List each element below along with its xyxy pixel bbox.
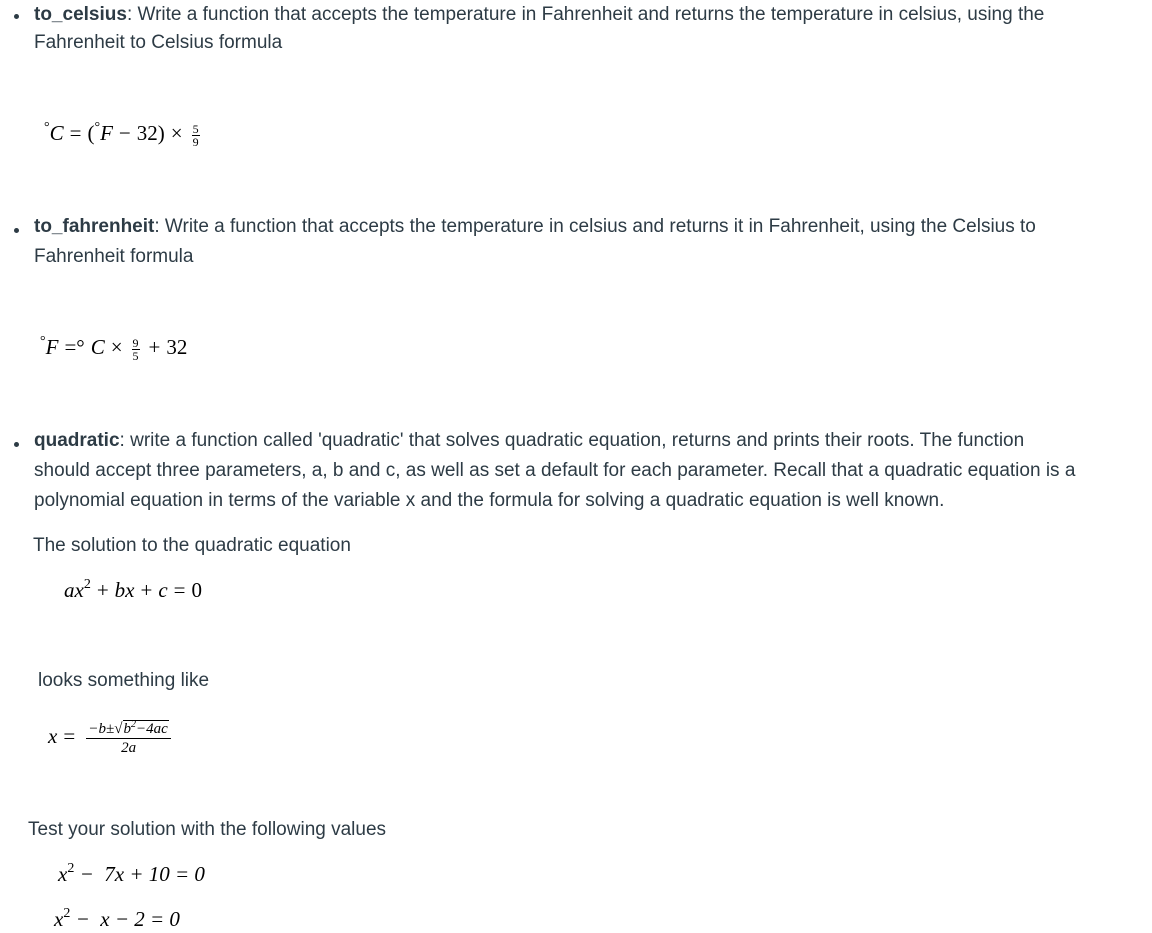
test-rest: − x − 2 = 0 — [70, 907, 180, 931]
var-b: b — [123, 721, 132, 737]
var-b: b — [114, 578, 126, 602]
fahrenheit-formula — [40, 334, 187, 362]
var-c: C — [90, 335, 105, 359]
item-to-fahrenheit-line2: Fahrenheit formula — [34, 246, 194, 267]
test-equation-2 — [54, 906, 180, 932]
var-f: F — [100, 121, 113, 145]
item-to-celsius-line2: Fahrenheit to Celsius formula — [34, 32, 283, 53]
var-x: x — [74, 578, 84, 602]
test-intro: Test your solution with the following values — [28, 819, 387, 840]
var-x: x — [125, 578, 135, 602]
fraction — [132, 337, 140, 362]
colon: : — [119, 430, 125, 451]
colon: : — [126, 4, 133, 25]
quadratic-equation — [64, 577, 202, 603]
times: × — [170, 121, 183, 145]
solution-intro: The solution to the quadratic equation — [33, 535, 351, 556]
sqrt-rest: −4ac — [136, 721, 168, 737]
item-to-fahrenheit-line1 — [34, 212, 1036, 242]
equals-degree: =° — [64, 335, 85, 359]
item-quadratic-line2: should accept three parameters, a, b and c, as well as set a default for each parameter. Recall that a quadratic equation is a — [34, 460, 1076, 481]
number-32: 32) — [136, 121, 165, 145]
var-x: x — [54, 907, 64, 931]
minus: − — [118, 121, 131, 145]
exponent: 2 — [131, 719, 137, 730]
degree-symbol: ° — [94, 120, 101, 135]
equals: = — [69, 121, 82, 145]
item-quadratic-line3: polynomial equation in terms of the variable x and the formula for solving a quadratic equation is well known. — [34, 490, 945, 511]
test-rest: − 7x + 10 = 0 — [74, 862, 205, 886]
var-c: C — [49, 121, 64, 145]
root-numerator — [86, 716, 170, 739]
root-fraction — [86, 716, 170, 757]
plus: + — [148, 335, 161, 359]
numerator: 5 — [192, 121, 199, 136]
sqrt-icon: √ — [114, 721, 123, 737]
var-x: x — [48, 724, 58, 748]
denominator: 5 — [132, 348, 139, 363]
term-to-fahrenheit: to_fahrenheit — [34, 216, 155, 237]
var-f: F — [45, 335, 59, 359]
equals: = — [173, 578, 186, 602]
bullet — [14, 442, 19, 447]
zero: 0 — [191, 578, 203, 602]
colon: : — [154, 216, 160, 237]
desc-line1: Write a function that accepts the temperature in celsius and returns it in Fahrenheit, using the Celsius to — [159, 216, 1036, 237]
bullet — [14, 14, 19, 19]
degree-symbol: ° — [44, 120, 50, 135]
item-quadratic-line1 — [34, 426, 1024, 456]
var-a: a — [64, 578, 75, 602]
exponent: 2 — [67, 861, 75, 876]
term-quadratic: quadratic — [34, 430, 120, 451]
desc-line1: Write a function that accepts the temperature in Fahrenheit and returns the temperature in celsius, using the — [132, 4, 1045, 25]
looks-like-text: looks something like — [38, 670, 210, 691]
times: × — [110, 335, 123, 359]
desc-line1: write a function called 'quadratic' that solves quadratic equation, returns and prints their roots. The function — [124, 430, 1025, 451]
equals: = — [63, 724, 76, 748]
bullet — [14, 228, 19, 233]
term-to-celsius: to_celsius — [34, 4, 127, 25]
paren-open: ( — [87, 121, 95, 145]
sqrt-body — [123, 720, 169, 737]
numerator: 9 — [132, 335, 139, 350]
celsius-formula — [44, 120, 203, 148]
test-equation-1 — [58, 861, 205, 887]
plus: + — [140, 578, 153, 602]
var-x: x — [58, 862, 68, 886]
denominator: 9 — [192, 134, 199, 149]
exponent: 2 — [83, 577, 91, 592]
root-denominator: 2a — [121, 740, 137, 756]
item-to-celsius-line1 — [34, 0, 1044, 30]
number-32: 32 — [166, 335, 188, 359]
var-c: c — [158, 578, 168, 602]
exponent: 2 — [63, 906, 71, 921]
numerator-prefix: −b± — [88, 721, 115, 737]
fraction — [192, 123, 200, 148]
degree-symbol: ° — [40, 334, 46, 349]
plus: + — [96, 578, 109, 602]
root-formula — [48, 716, 171, 757]
